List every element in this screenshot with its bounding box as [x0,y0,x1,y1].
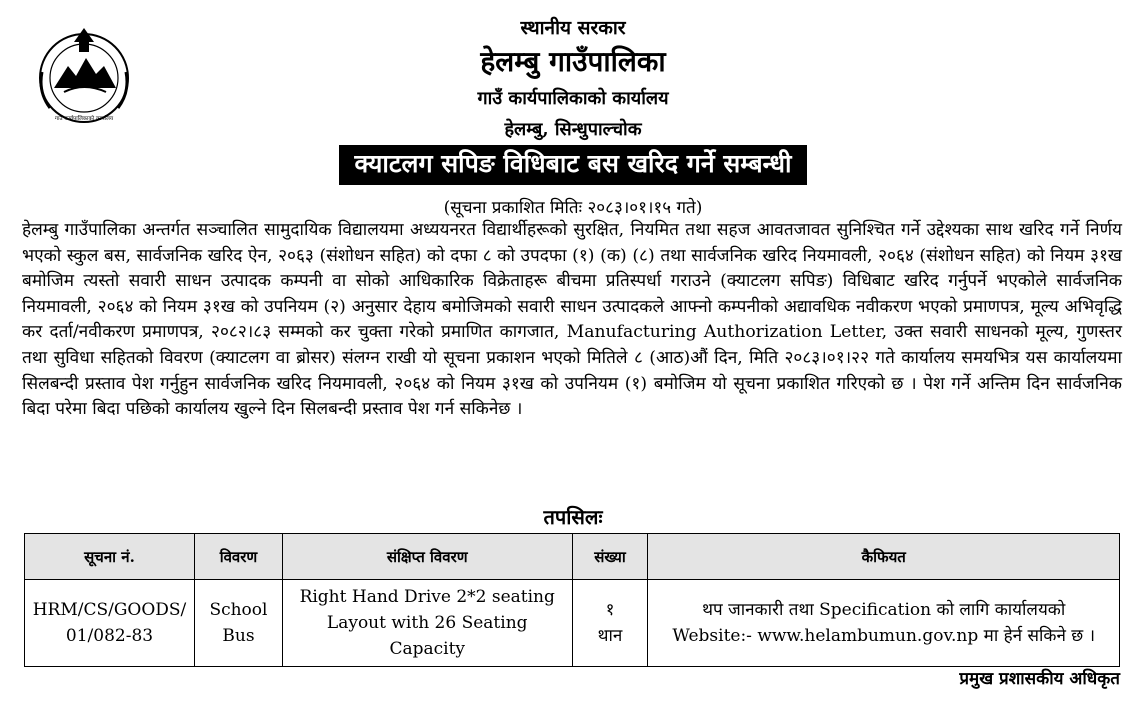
brief-line2: Layout with 26 Seating Capacity [326,613,528,659]
remarks-line1: थप जानकारी तथा Specification को लागि कार्यालयको [702,600,1066,620]
notice-title-wrap [0,145,1146,185]
nepal-emblem-icon [34,22,134,128]
table-header-row [25,534,1120,580]
notice-no-line2: 01/082-83 [65,626,154,646]
quantity-line2: थान [597,626,623,646]
table-row [25,580,1120,667]
office-name: गाउँ कार्यपालिकाको कार्यालय [477,88,669,109]
quantity-line1: १ [605,600,615,620]
item-line2: Bus [222,626,255,646]
government-label: स्थानीय सरकार [520,17,626,39]
cell-notice-no [25,580,195,667]
notice-no-line1: HRM/CS/GOODS/ [32,600,187,620]
publish-date: (सूचना प्रकाशित मितिः २०८३।०१।१५ गते) [443,198,703,218]
header-brief: संक्षिप्त विवरण [282,534,572,580]
municipality-name: हेलम्बु गाउँपालिका [480,45,666,78]
header-remarks: कैफियत [648,534,1120,580]
signature-title: प्रमुख प्रशासकीय अधिकृत [959,669,1120,689]
notice-body: हेलम्बु गाउँपालिका अन्तर्गत सञ्चालित सामुदायिक विद्यालयमा अध्ययनरत विद्यार्थीहरूको सुरक्षित, नियमित तथा सहज आवतजावत सुनिश्चित गर्ने उद्देश्यका साथ खरिद गर्ने निर्णय भएको स्कुल बस, सार्वजनिक खरिद ऐन, २०६३ (संशोधन सहित) को दफा ८ को उपदफा (१) (क) (८) तथा सार्वजनिक खरिद नियमावली, २०६४ (संशोधन सहित) को नियम ३१ख बमोजिम त्यस्तो सवारी साधन उत्पादक कम्पनी वा सोको आधिकारिक विक्रेताहरू बीचमा प्रतिस्पर्धा गराउने (क्याटलग सपिङ) विधिबाट खरिद गर्नुपर्ने भएकोले सार्वजनिक नियमावली, २०६४ को नियम ३१ख को उपनियम (२) अनुसार देहाय बमोजिमको सवारी साधन उत्पादकले आफ्नो कम्पनीको अद्यावधिक नवीकरण भएको प्रमाणपत्र, मूल्य अभिवृद्धि कर दर्ता/नवीकरण प्रमाणपत्र, २०८२।८३ सम्मको कर चुक्ता गरेको प्रमाणित कागजात, Manufacturing Authorization Letter, उक्त सवारी साधनको मूल्य, गुणस्तर तथा सुविधा सहितको विवरण (क्याटलग वा ब्रोसर) संलग्न राखी यो सूचना प्रकाशन भएको मितिले ८ (आठ)औं दिन, मिति २०८३।०१।२२ गते कार्यालय समयभित्र यस कार्यालयमा सिलबन्दी प्रस्ताव पेश गर्नुहुन सार्वजनिक खरिद नियमावली, २०६४ को नियम ३१ख को उपनियम (१) बमोजिम यो सूचना प्रकाशित गरिएको छ । पेश गर्ने अन्तिम दिन सार्वजनिक बिदा परेमा बिदा पछिको कार्यालय खुल्ने दिन सिलबन्दी प्रस्ताव पेश गर्न सकिनेछ । [22,220,1122,420]
remarks-line2: Website:- www.helambumun.gov.np मा हेर्न सकिने छ । [672,626,1096,646]
item-line1: School [209,600,268,620]
municipality-logo [34,22,134,128]
header-quantity: संख्या [572,534,648,580]
cell-brief [282,580,572,667]
header-item: विवरण [194,534,282,580]
cell-quantity [572,580,648,667]
office-location: हेलम्बु, सिन्धुपाल्चोक [504,119,642,140]
details-table [24,533,1120,667]
brief-line1: Right Hand Drive 2*2 seating [299,587,555,607]
cell-item [194,580,282,667]
details-heading: तपसिलः [543,505,603,529]
notice-title: क्याटलग सपिङ विधिबाट बस खरिद गर्ने सम्बन्धी [339,145,808,185]
header-notice-no: सूचना नं. [25,534,195,580]
logo-caption: गाउँ कार्यपालिकाको कार्यालय [54,116,114,122]
cell-remarks [648,580,1120,667]
